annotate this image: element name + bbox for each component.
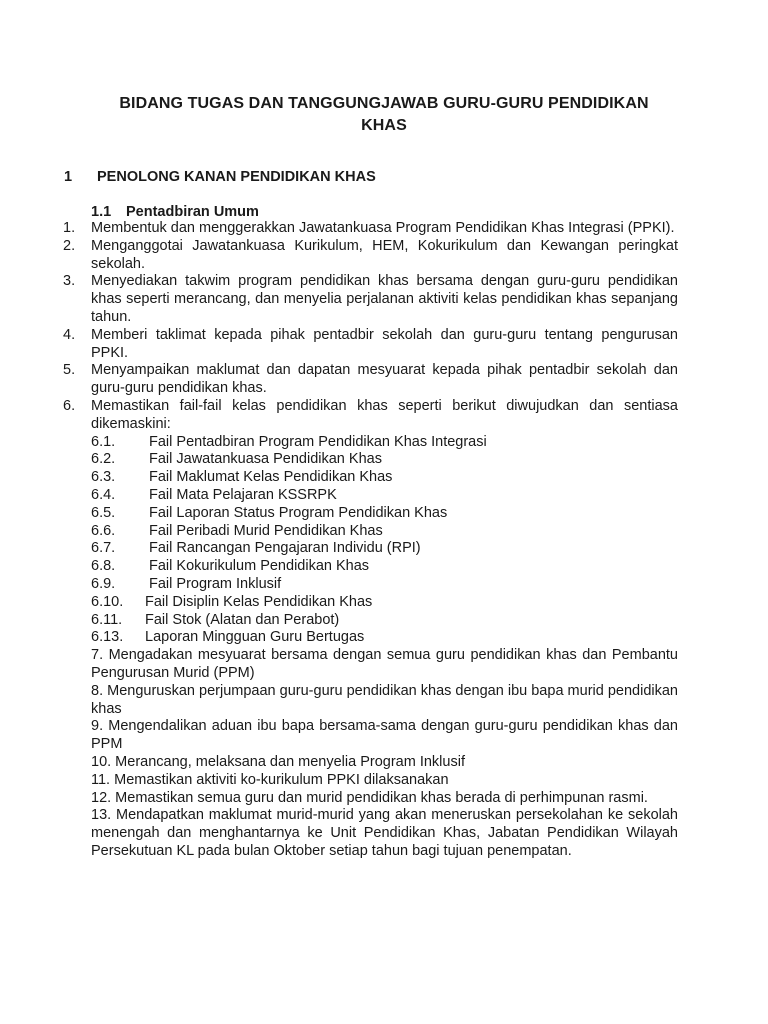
list-item bbox=[0, 273, 678, 326]
subsection-title: Pentadbiran Umum bbox=[126, 204, 259, 220]
list-item-text: Membentuk dan menggerakkan Jawatankuasa Program Pendidikan Khas Integrasi (PPKI). bbox=[91, 220, 675, 236]
list-item-text: Menyediakan takwim program pendidikan khas bersama dengan guru-guru pendidikan khas seperti merancang, dan menyelia perjalanan aktiviti kelas pendidikan khas sepanjang tahun. bbox=[91, 273, 678, 325]
list-item-number: 2. bbox=[63, 237, 76, 254]
file-list-item bbox=[0, 629, 678, 647]
file-item-text: Fail Laporan Status Program Pendidikan Khas bbox=[149, 504, 448, 521]
list-item-text: Memberi taklimat kepada pihak pentadbir sekolah dan guru-guru tentang pengurusan PPKI. bbox=[91, 326, 678, 361]
file-item-number: 6.4. bbox=[91, 486, 116, 503]
document-title bbox=[80, 93, 688, 137]
file-item-number: 6.1. bbox=[91, 433, 116, 450]
file-item-number: 6.10. bbox=[91, 593, 124, 610]
file-list-item bbox=[0, 523, 678, 541]
file-item-number: 6.8. bbox=[91, 558, 116, 575]
list-item-number: 6. bbox=[63, 397, 76, 414]
file-list-item bbox=[0, 469, 678, 487]
file-item-text: Fail Jawatankuasa Pendidikan Khas bbox=[149, 451, 382, 468]
list-item: 12. Memastikan semua guru dan murid pendidikan khas berada di perhimpunan rasmi. bbox=[91, 789, 648, 806]
list-item bbox=[0, 238, 678, 274]
list-item-number: 3. bbox=[63, 273, 76, 290]
file-item-text: Fail Disiplin Kelas Pendidikan Khas bbox=[145, 593, 373, 610]
file-item-text: Fail Rancangan Pengajaran Individu (RPI) bbox=[149, 540, 421, 557]
list-item: 7. Mengadakan mesyuarat bersama dengan semua guru pendidikan khas dan Pembantu Pengurusan Murid (PPM) bbox=[91, 647, 678, 681]
file-item-number: 6.9. bbox=[91, 575, 116, 592]
file-item-text: Fail Pentadbiran Program Pendidikan Khas Integrasi bbox=[149, 433, 487, 450]
file-item-number: 6.5. bbox=[91, 504, 116, 521]
subsection-heading bbox=[91, 203, 259, 221]
file-item-text: Fail Maklumat Kelas Pendidikan Khas bbox=[149, 469, 393, 486]
list-item: 11. Memastikan aktiviti ko-kurikulum PPKI dilaksanakan bbox=[91, 771, 449, 788]
file-list-item bbox=[0, 594, 678, 612]
file-item-text: Fail Program Inklusif bbox=[149, 575, 282, 592]
section-number: 1 bbox=[64, 169, 73, 185]
title-line-1: BIDANG TUGAS DAN TANGGUNGJAWAB GURU-GURU PENDIDIKAN bbox=[119, 95, 649, 112]
section-title: PENOLONG KANAN PENDIDIKAN KHAS bbox=[97, 169, 376, 185]
file-list-item bbox=[0, 558, 678, 576]
list-item bbox=[0, 398, 678, 434]
file-list-item bbox=[0, 434, 678, 452]
list-item bbox=[0, 327, 678, 363]
file-list-item bbox=[0, 487, 678, 505]
list-item-number: 5. bbox=[63, 362, 76, 379]
list-item-number: 1. bbox=[63, 220, 76, 236]
file-list-item bbox=[0, 451, 678, 469]
file-list-item bbox=[0, 540, 678, 558]
file-item-text: Fail Stok (Alatan dan Perabot) bbox=[145, 611, 340, 628]
file-list-item bbox=[0, 612, 678, 630]
file-item-number: 6.6. bbox=[91, 522, 116, 539]
list-item-number: 4. bbox=[63, 326, 76, 343]
list-item-text: Memastikan fail-fail kelas pendidikan khas seperti berikut diwujudkan dan sentiasa dikemaskini: bbox=[91, 397, 678, 432]
file-list-item bbox=[0, 576, 678, 594]
file-item-number: 6.11. bbox=[91, 611, 123, 628]
file-item-text: Laporan Mingguan Guru Bertugas bbox=[145, 629, 365, 646]
file-item-text: Fail Peribadi Murid Pendidikan Khas bbox=[149, 522, 383, 539]
list-item-text: Menganggotai Jawatankuasa Kurikulum, HEM, Kokurikulum dan Kewangan peringkat sekolah. bbox=[91, 237, 678, 272]
list-item bbox=[0, 220, 678, 238]
list-item bbox=[0, 362, 678, 398]
file-item-text: Fail Kokurikulum Pendidikan Khas bbox=[149, 558, 370, 575]
file-list-item bbox=[0, 505, 678, 523]
list-item: 13. Mendapatkan maklumat murid-murid yang akan meneruskan persekolahan ke sekolah menengah dan menghantarnya ke Unit Pendidikan Khas, Jabatan Pendidikan Wilayah Persekutuan KL pada bulan Oktober setiap tahun bagi tujuan penempatan. bbox=[91, 807, 678, 859]
list-item-text: Menyampaikan maklumat dan dapatan mesyuarat kepada pihak pentadbir sekolah dan guru-guru pendidikan khas. bbox=[91, 362, 678, 397]
file-item-number: 6.2. bbox=[91, 451, 116, 468]
list-item: 9. Mengendalikan aduan ibu bapa bersama-sama dengan guru-guru pendidikan khas dan PPM bbox=[91, 718, 678, 753]
file-item-number: 6.13. bbox=[91, 629, 124, 646]
file-item-number: 6.7. bbox=[91, 540, 116, 557]
list-item: 10. Merancang, melaksana dan menyelia Program Inklusif bbox=[91, 753, 465, 770]
file-item-text: Fail Mata Pelajaran KSSRPK bbox=[149, 486, 337, 503]
file-item-number: 6.3. bbox=[91, 469, 116, 486]
document-body bbox=[0, 220, 768, 861]
subsection-number: 1.1 bbox=[91, 204, 112, 220]
title-line-2: KHAS bbox=[361, 117, 407, 134]
list-item: 8. Menguruskan perjumpaan guru-guru pendidikan khas dengan ibu bapa murid pendidikan khas bbox=[91, 682, 678, 717]
section-heading bbox=[64, 168, 376, 186]
